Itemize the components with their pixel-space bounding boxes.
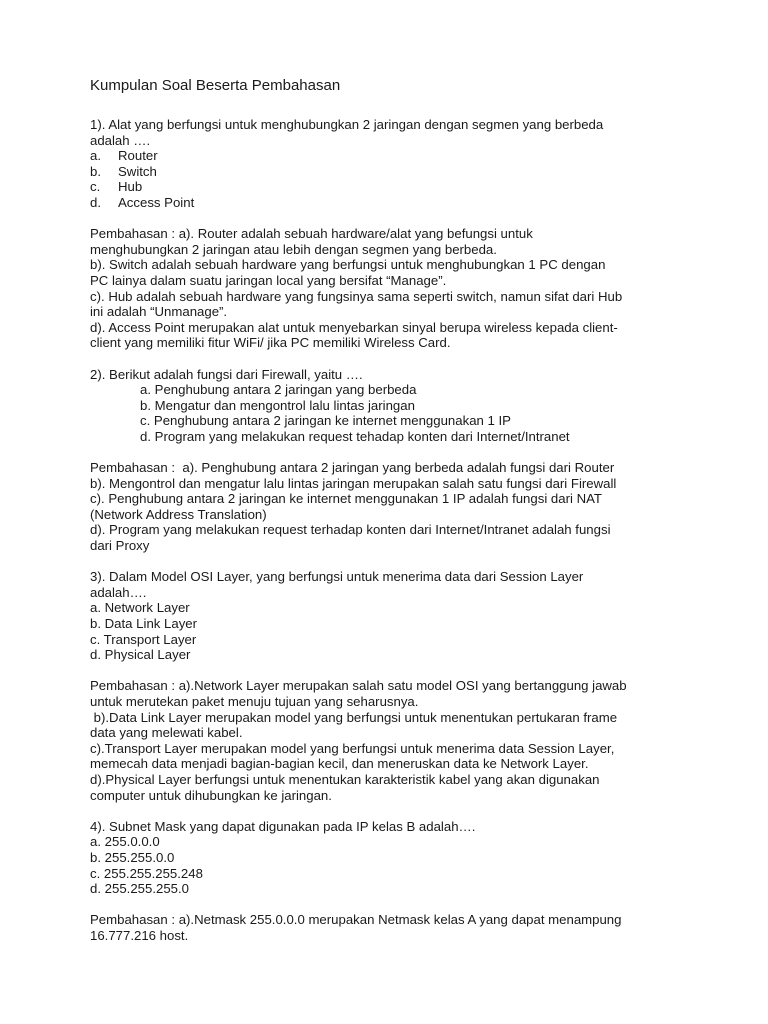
option-d: d. Program yang melakukan request tehadap konten dari Internet/Intranet bbox=[140, 428, 570, 444]
explanation-line: d). Access Point merupakan alat untuk menyebarkan sinyal berupa wireless kepada client- bbox=[90, 319, 618, 335]
option-d: d. Physical Layer bbox=[90, 647, 191, 663]
option-text: Access Point bbox=[118, 194, 195, 210]
option-a: a. Penghubung antara 2 jaringan yang berbeda bbox=[140, 382, 417, 398]
explanation-line: data yang melewati kabel. bbox=[90, 725, 243, 741]
option-a bbox=[90, 148, 690, 164]
explanation-line: computer untuk dihubungkan ke jaringan. bbox=[90, 787, 332, 803]
question-text: 1). Alat yang berfungsi untuk menghubungkan 2 jaringan dengan segmen yang berbeda bbox=[90, 117, 604, 132]
question-4 bbox=[90, 819, 690, 897]
document-title: Kumpulan Soal Beserta Pembahasan bbox=[90, 77, 341, 94]
question-1 bbox=[90, 117, 690, 211]
option-letter: c. bbox=[90, 179, 101, 195]
option-letter: b. bbox=[90, 163, 101, 179]
explanation-line: untuk merutekan paket menuju tujuan yang seharusnya. bbox=[90, 693, 419, 709]
option-c: c. Penghubung antara 2 jaringan ke internet menggunakan 1 IP bbox=[140, 413, 511, 429]
explanation-line: (Network Address Translation) bbox=[90, 506, 267, 522]
explanation-line: memecah data menjadi bagian-bagian kecil, dan meneruskan data ke Network Layer. bbox=[90, 756, 589, 772]
explanation-line: b). Mengontrol dan mengatur lalu lintas jaringan merupakan salah satu fungsi dari Firewall bbox=[90, 475, 617, 491]
explanation-line: dari Proxy bbox=[90, 538, 150, 554]
option-b: b. Data Link Layer bbox=[90, 616, 198, 631]
option-c: c. 255.255.255.248 bbox=[90, 865, 203, 881]
option-a: a. Network Layer bbox=[90, 600, 190, 616]
option-a: a. 255.0.0.0 bbox=[90, 834, 160, 850]
explanation-2 bbox=[90, 460, 690, 554]
explanation-line: d).Physical Layer berfungsi untuk menentukan karakteristik kabel yang akan digunakan bbox=[90, 771, 600, 787]
explanation-line: Pembahasan : a).Network Layer merupakan salah satu model OSI yang bertanggung jawab bbox=[90, 678, 627, 694]
explanation-line: c).Transport Layer merupakan model yang berfungsi untuk menerima data Session Layer, bbox=[90, 740, 615, 756]
option-letter: a. bbox=[90, 148, 101, 164]
question-text: 3). Dalam Model OSI Layer, yang berfungsi untuk menerima data dari Session Layer bbox=[90, 569, 584, 585]
option-d bbox=[90, 195, 690, 211]
explanation-4 bbox=[90, 912, 690, 943]
explanation-line: ini adalah “Unmanage”. bbox=[90, 304, 228, 320]
question-3 bbox=[90, 569, 690, 663]
explanation-3 bbox=[90, 678, 690, 803]
explanation-1 bbox=[90, 226, 690, 351]
explanation-line: c). Penghubung antara 2 jaringan ke internet menggunakan 1 IP adalah fungsi dari NAT bbox=[90, 491, 602, 507]
question-text: 2). Berikut adalah fungsi dari Firewall, yaitu …. bbox=[90, 366, 363, 382]
option-c bbox=[90, 179, 690, 195]
explanation-line: d). Program yang melakukan request terhadap konten dari Internet/Intranet adalah fungsi bbox=[90, 522, 611, 538]
question-text: adalah …. bbox=[90, 132, 151, 148]
option-c: c. Transport Layer bbox=[90, 631, 197, 647]
explanation-line: b). Switch adalah sebuah hardware yang berfungsi untuk menghubungkan 1 PC dengan bbox=[90, 257, 606, 273]
question-text: adalah…. bbox=[90, 584, 147, 600]
explanation-line: 16.777.216 host. bbox=[90, 927, 189, 943]
question-2 bbox=[90, 367, 690, 445]
explanation-line: Pembahasan : a). Router adalah sebuah hardware/alat yang befungsi untuk bbox=[90, 226, 533, 242]
option-d: d. 255.255.255.0 bbox=[90, 881, 189, 897]
option-text: Switch bbox=[118, 163, 157, 179]
option-text: Hub bbox=[118, 179, 143, 195]
option-b bbox=[90, 164, 690, 180]
option-b: b. Mengatur dan mengontrol lalu lintas jaringan bbox=[140, 397, 415, 413]
explanation-line: client yang memiliki fitur WiFi/ jika PC memiliki Wireless Card. bbox=[90, 335, 451, 351]
explanation-line: menghubungkan 2 jaringan atau lebih dengan segmen yang berbeda. bbox=[90, 241, 497, 257]
explanation-line: PC lainya dalam suatu jaringan local yang bersifat “Manage”. bbox=[90, 272, 447, 288]
option-b: b. 255.255.0.0 bbox=[90, 849, 175, 865]
explanation-line: c). Hub adalah sebuah hardware yang fungsinya sama seperti switch, namun sifat dari Hub bbox=[90, 288, 623, 304]
document-content bbox=[90, 77, 690, 943]
option-letter: d. bbox=[90, 194, 101, 210]
question-text: 4). Subnet Mask yang dapat digunakan pada IP kelas B adalah…. bbox=[90, 818, 476, 834]
explanation-line: Pembahasan : a). Penghubung antara 2 jaringan yang berbeda adalah fungsi dari Router bbox=[90, 460, 615, 476]
explanation-line: Pembahasan : a).Netmask 255.0.0.0 merupakan Netmask kelas A yang dapat menampung bbox=[90, 912, 622, 928]
option-text: Router bbox=[118, 148, 158, 164]
explanation-line: b).Data Link Layer merupakan model yang berfungsi untuk menentukan pertukaran frame bbox=[90, 709, 618, 725]
